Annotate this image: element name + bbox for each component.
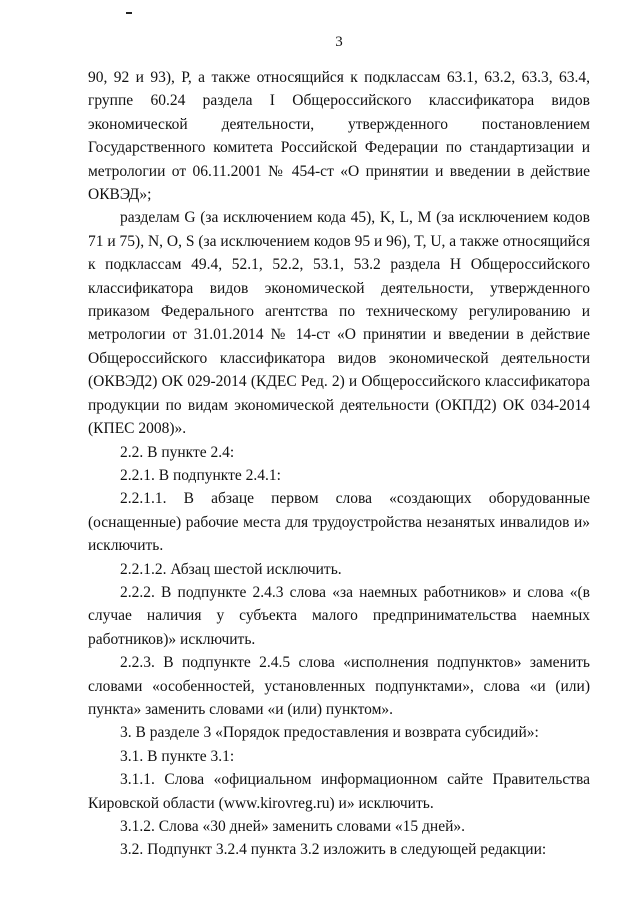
- paragraph-sections-g-u: разделам G (за исключением кода 45), K, L, M (за исключением кодов 71 и 75), N, O, S (за исключением кодов 95 и 96), T, U, а также относящийся к подклассам 49.4, 52.1, 52.2, 53.1, 53.2 раздела H Общероссийского классификатора видов экономической деятельности, утвержденного приказом Федерального агентства по техническому регулированию и метрологии от 31.01.2014 № 14-ст «О принятии и введении в действие Общероссийского классификатора видов экономической деятельности (ОКВЭД2) ОК 029-2014 (КДЕС Ред. 2) и Общероссийского классификатора продукции по видам экономической деятельности (ОКПД2) ОК 034-2014 (КПЕС 2008)».: [88, 209, 590, 438]
- scan-mark: [126, 12, 132, 14]
- paragraph-2-2-1: 2.2.1. В подпункте 2.4.1:: [120, 466, 281, 484]
- paragraph-2-2-3: 2.2.3. В подпункте 2.4.5 слова «исполнения подпунктов» заменить словами «особенностей, установленных подпунктами», слова «и (или) пункта» заменить словами «и (или) пунктом».: [88, 654, 590, 718]
- paragraph-3-1: 3.1. В пункте 3.1:: [120, 747, 235, 765]
- paragraph-2-2-1-1: 2.2.1.1. В абзаце первом слова «создающих оборудованные (оснащенные) рабочие места для трудоустройства незанятых инвалидов и» исключить.: [88, 490, 590, 555]
- page-number: 3: [335, 34, 343, 50]
- paragraph-3: 3. В разделе 3 «Порядок предоставления и возврата субсидий»:: [120, 724, 539, 742]
- paragraph-3-1-1: 3.1.1. Слова «официальном информационном сайте Правительства Кировской области (www.kirovreg.ru) и» исключить.: [88, 771, 590, 812]
- document-body: [88, 66, 590, 862]
- paragraph-3-2: 3.2. Подпункт 3.2.4 пункта 3.2 изложить в следующей редакции:: [120, 841, 547, 859]
- paragraph-3-1-2: 3.1.2. Слова «30 дней» заменить словами «15 дней».: [120, 818, 465, 835]
- paragraph-2-2: 2.2. В пункте 2.4:: [120, 443, 235, 461]
- paragraph-continuation: 90, 92 и 93), Р, а также относящийся к подклассам 63.1, 63.2, 63.3, 63.4, группе 60.24 раздела I Общероссийского классификатора видов экономической деятельности, утвержденного постановлением Государственного комитета Российской Федерации по стандартизации и метрологии от 06.11.2001 № 454-ст «О принятии и введении в действие ОКВЭД»;: [88, 69, 590, 204]
- paragraph-2-2-2: 2.2.2. В подпункте 2.4.3 слова «за наемных работников» и слова «(в случае наличия у субъекта малого предпринимательства наемных работников)» исключить.: [88, 583, 590, 648]
- paragraph-2-2-1-2: 2.2.1.2. Абзац шестой исключить.: [120, 560, 342, 578]
